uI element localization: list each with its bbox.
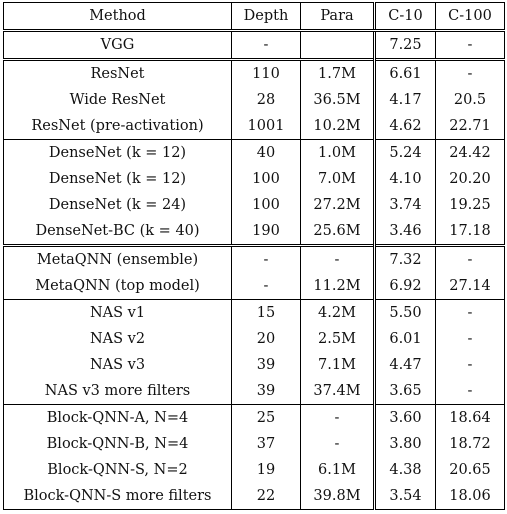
cell-depth: 25 xyxy=(232,405,301,432)
cell-para: 1.7M xyxy=(301,60,375,88)
cell-depth: 110 xyxy=(232,60,301,88)
header-c10: C-10 xyxy=(375,3,436,31)
cell-depth: 100 xyxy=(232,192,301,218)
cell-para: 6.1M xyxy=(301,457,375,483)
cell-c100: - xyxy=(436,60,505,88)
table-row xyxy=(4,246,505,274)
cell-method: ResNet (pre-activation) xyxy=(4,113,232,140)
header-para: Para xyxy=(301,3,375,31)
table-row xyxy=(4,300,505,327)
cell-depth: 1001 xyxy=(232,113,301,140)
cell-c10: 4.62 xyxy=(375,113,436,140)
cell-para: 7.1M xyxy=(301,352,375,378)
cell-c10: 7.25 xyxy=(375,31,436,60)
cell-depth: 19 xyxy=(232,457,301,483)
cell-depth: - xyxy=(232,246,301,274)
cell-method: MetaQNN (ensemble) xyxy=(4,246,232,274)
cell-method: Block-QNN-S more filters xyxy=(4,483,232,510)
cell-c100: - xyxy=(436,31,505,60)
cell-c10: 3.60 xyxy=(375,405,436,432)
cell-para: 36.5M xyxy=(301,87,375,113)
cell-method: DenseNet (k = 24) xyxy=(4,192,232,218)
table-row xyxy=(4,60,505,88)
cell-depth: 40 xyxy=(232,140,301,167)
table-row xyxy=(4,483,505,510)
cell-c100: - xyxy=(436,326,505,352)
cell-para: - xyxy=(301,246,375,274)
cell-c100: 24.42 xyxy=(436,140,505,167)
cell-c10: 3.46 xyxy=(375,218,436,246)
cell-method: NAS v3 xyxy=(4,352,232,378)
cell-para: - xyxy=(301,405,375,432)
cell-c100: 22.71 xyxy=(436,113,505,140)
table-row xyxy=(4,166,505,192)
cell-depth: 37 xyxy=(232,431,301,457)
header-c100: C-100 xyxy=(436,3,505,31)
table-row xyxy=(4,378,505,405)
cell-c100: 19.25 xyxy=(436,192,505,218)
cell-c100: 18.64 xyxy=(436,405,505,432)
cell-c10: 4.47 xyxy=(375,352,436,378)
cell-depth: - xyxy=(232,31,301,60)
header-method: Method xyxy=(4,3,232,31)
cell-c10: 7.32 xyxy=(375,246,436,274)
cell-c100: 27.14 xyxy=(436,273,505,300)
cell-para: 2.5M xyxy=(301,326,375,352)
table-row xyxy=(4,87,505,113)
cell-c10: 5.50 xyxy=(375,300,436,327)
cell-c100: 18.72 xyxy=(436,431,505,457)
cell-c10: 3.54 xyxy=(375,483,436,510)
table-row xyxy=(4,326,505,352)
table-row xyxy=(4,140,505,167)
cell-para: 27.2M xyxy=(301,192,375,218)
cell-para: 4.2M xyxy=(301,300,375,327)
cell-c100: 18.06 xyxy=(436,483,505,510)
cell-para: 25.6M xyxy=(301,218,375,246)
cell-depth: 28 xyxy=(232,87,301,113)
cell-c100: 20.65 xyxy=(436,457,505,483)
cell-c100: 20.20 xyxy=(436,166,505,192)
cell-c10: 4.38 xyxy=(375,457,436,483)
cell-method: ResNet xyxy=(4,60,232,88)
cell-method: MetaQNN (top model) xyxy=(4,273,232,300)
cell-c10: 4.10 xyxy=(375,166,436,192)
results-table xyxy=(3,2,505,510)
cell-depth: - xyxy=(232,273,301,300)
cell-c100: - xyxy=(436,378,505,405)
table-row xyxy=(4,192,505,218)
table-row xyxy=(4,457,505,483)
cell-para: 10.2M xyxy=(301,113,375,140)
table-row xyxy=(4,273,505,300)
cell-depth: 190 xyxy=(232,218,301,246)
table-row xyxy=(4,431,505,457)
cell-para: 39.8M xyxy=(301,483,375,510)
cell-method: VGG xyxy=(4,31,232,60)
header-row xyxy=(4,3,505,31)
header-depth: Depth xyxy=(232,3,301,31)
cell-para: 37.4M xyxy=(301,378,375,405)
cell-method: DenseNet-BC (k = 40) xyxy=(4,218,232,246)
cell-depth: 20 xyxy=(232,326,301,352)
cell-para: 7.0M xyxy=(301,166,375,192)
cell-method: Block-QNN-S, N=2 xyxy=(4,457,232,483)
cell-method: NAS v3 more filters xyxy=(4,378,232,405)
cell-depth: 39 xyxy=(232,352,301,378)
cell-depth: 15 xyxy=(232,300,301,327)
cell-c10: 3.65 xyxy=(375,378,436,405)
cell-c100: 20.5 xyxy=(436,87,505,113)
table-row xyxy=(4,113,505,140)
cell-c10: 6.92 xyxy=(375,273,436,300)
cell-depth: 100 xyxy=(232,166,301,192)
table-row xyxy=(4,218,505,246)
cell-c10: 4.17 xyxy=(375,87,436,113)
cell-c100: - xyxy=(436,246,505,274)
cell-depth: 39 xyxy=(232,378,301,405)
cell-c10: 3.80 xyxy=(375,431,436,457)
cell-method: DenseNet (k = 12) xyxy=(4,140,232,167)
cell-para xyxy=(301,31,375,60)
table-row xyxy=(4,405,505,432)
cell-method: Wide ResNet xyxy=(4,87,232,113)
cell-c100: - xyxy=(436,300,505,327)
cell-method: Block-QNN-B, N=4 xyxy=(4,431,232,457)
cell-c10: 6.61 xyxy=(375,60,436,88)
cell-method: NAS v2 xyxy=(4,326,232,352)
cell-c10: 5.24 xyxy=(375,140,436,167)
cell-c10: 3.74 xyxy=(375,192,436,218)
cell-method: DenseNet (k = 12) xyxy=(4,166,232,192)
cell-c100: - xyxy=(436,352,505,378)
cell-c10: 6.01 xyxy=(375,326,436,352)
cell-method: NAS v1 xyxy=(4,300,232,327)
table-row xyxy=(4,31,505,60)
cell-method: Block-QNN-A, N=4 xyxy=(4,405,232,432)
table-row xyxy=(4,352,505,378)
cell-para: 11.2M xyxy=(301,273,375,300)
cell-para: - xyxy=(301,431,375,457)
cell-depth: 22 xyxy=(232,483,301,510)
cell-c100: 17.18 xyxy=(436,218,505,246)
cell-para: 1.0M xyxy=(301,140,375,167)
